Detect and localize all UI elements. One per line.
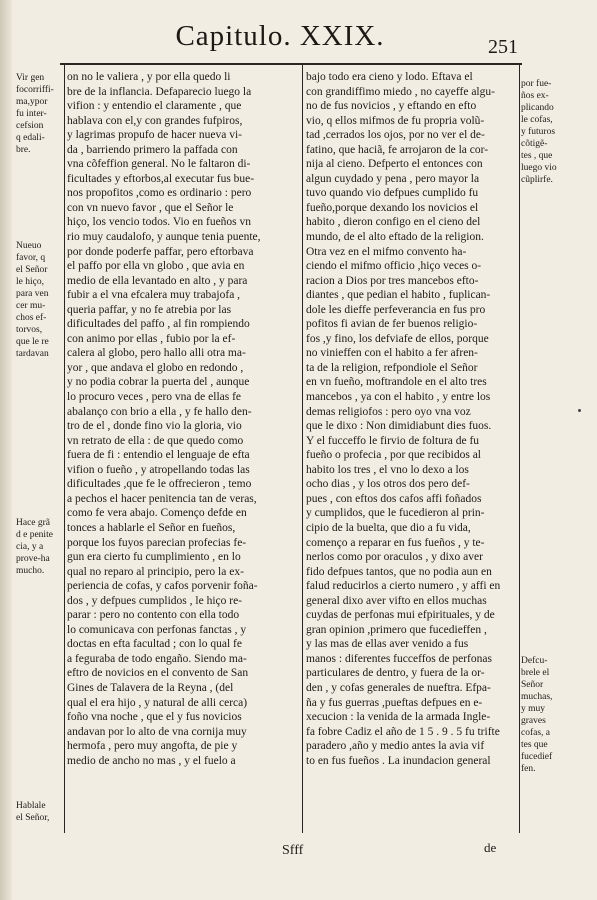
text-line: mundo, de el alto eftado de la religion. xyxy=(306,231,484,244)
text-line: hablava con el,y con grandes fufpiros, xyxy=(67,114,243,127)
text-line: tuvo quando vio defpues cumplido fu xyxy=(306,187,479,200)
margin-note-line: Defcu- xyxy=(521,656,548,666)
text-line: tad ,cerrados los ojos, por no ver el de- xyxy=(306,129,485,142)
margin-note-line: el Señor, xyxy=(16,813,50,823)
text-line: y cumplidos, que le fucedieron al prin- xyxy=(306,507,485,520)
text-line: fuera de fi : entendio el lenguaje de efta xyxy=(67,449,250,462)
margin-note-left-1 xyxy=(16,72,64,156)
text-line: pofitos fi avian de fer buenos religio- xyxy=(306,318,478,331)
text-line: rio muy caudalofo, y aunque tenia puente, xyxy=(67,231,261,244)
text-line: diantes , que pedian el habito , fuplican- xyxy=(306,289,491,302)
margin-note-left-4 xyxy=(16,800,64,824)
text-line: algun cuydado y pena , pero mayor la xyxy=(306,172,480,185)
text-line: no de fus novicios , y eftando en efto xyxy=(306,100,477,113)
text-line: dificultades del paffo , al fin rompiendo xyxy=(67,318,250,331)
text-line: bre de la inflancia. Defaparecio luego la xyxy=(67,85,252,98)
text-line: vifion o fueño , y atropellando todas las xyxy=(67,463,250,476)
text-line: Gines de Talavera de la Reyna , (del xyxy=(67,681,234,694)
text-line: dificultades ,que fe le offrecieron , temo xyxy=(67,478,252,491)
margin-note-line: prove-ha xyxy=(16,554,50,564)
margin-note-line: mucho. xyxy=(16,566,45,576)
margin-note-line: fen. xyxy=(521,764,536,774)
margin-note-line: ma,ypor xyxy=(16,97,48,107)
right-text-column xyxy=(306,70,516,768)
text-line: començo a reparar en fus fueños , y te- xyxy=(306,536,485,549)
text-line: on no le valiera , y por ella quedo li xyxy=(67,71,231,83)
margin-note-line: fu inter- xyxy=(16,109,47,119)
text-line: habito , dieron configo en el cieno del xyxy=(306,216,481,229)
left-text-column xyxy=(67,70,301,768)
text-line: y lagrimas propufo de hacer nueva vi- xyxy=(67,129,242,142)
margin-note-line: focorriffi- xyxy=(16,85,54,95)
text-line: y no podia cobrar la puerta del , aunque xyxy=(67,376,250,389)
text-line: yor , que andava el globo en redondo , xyxy=(67,361,244,374)
text-line: andavan por lo alto de vna cornija muy xyxy=(67,725,247,738)
margin-note-line: Hablale xyxy=(16,801,46,811)
text-line: dole les dieffe perfeverancia en fus pro xyxy=(306,303,486,316)
text-line: particulares de dentro, y fuera de la or- xyxy=(306,667,485,680)
margin-note-left-2 xyxy=(16,240,64,360)
text-line: parar : pero no contento con ella todo xyxy=(67,609,240,622)
text-line: ciendo el mifmo officio ,hiço veces o- xyxy=(306,260,482,273)
margin-note-line: Señor xyxy=(521,680,544,690)
text-line: den , y cofas generales de nueftra. Efpa- xyxy=(306,681,491,694)
text-line: vifion : y entendio el claramente , que xyxy=(67,100,242,113)
text-line: fueño o profecia , por que recibidos al xyxy=(306,449,481,462)
text-line: xecucion : la venida de la armada Ingle- xyxy=(306,711,491,724)
margin-note-line: brele el xyxy=(521,668,550,678)
text-line: no vinieffen con el habito a fer afren- xyxy=(306,347,478,360)
text-line: ña y fus guerras ,pueftas defpues en e- xyxy=(306,696,483,709)
text-line: da , barriendo primero la paffada con xyxy=(67,143,238,156)
margin-note-line: fucedief xyxy=(521,752,553,762)
margin-note-line: le cofas, xyxy=(521,115,553,125)
margin-note-right-2 xyxy=(521,655,573,775)
text-line: y las mas de ellas aver venido a fus xyxy=(306,638,469,651)
margin-note-line: d e penite xyxy=(16,530,53,540)
page-number: 251 xyxy=(488,36,518,58)
margin-note-line: Nueuo xyxy=(16,241,42,251)
text-line: periencia de cofas, y cafos porvenir foña- xyxy=(67,580,258,593)
signature-mark: Sfff xyxy=(282,843,304,858)
text-line: a feguraba de todo engaño. Siendo ma- xyxy=(67,652,247,665)
text-line: calera al globo, pero hallo alli otra ma- xyxy=(67,347,246,360)
text-line: vna cõfeffion general. No le faltaron di- xyxy=(67,158,251,171)
text-line: que le dixo : Non dimidiabunt dies fuos. xyxy=(306,420,492,433)
text-line: vn retrato de ella : de que quedo como xyxy=(67,434,244,447)
text-line: fido defpues tantos, que no podia aun en xyxy=(306,565,492,578)
text-line: por donde poderfe paffar, pero eftorbava xyxy=(67,245,254,258)
text-line: ta de la religion, refpondiole el Señor xyxy=(306,361,478,374)
margin-note-line: chos ef- xyxy=(16,313,47,323)
text-line: con grandiffimo miedo , no cayeffe algu- xyxy=(306,85,495,98)
text-line: fubir a el vna efcalera muy trabajofa , xyxy=(67,289,241,302)
text-line: tro de el , donde fino vio la gloria, vio xyxy=(67,420,242,433)
margin-note-line: ños ex- xyxy=(521,91,549,101)
text-line: manos : diferentes fucceffos de perfonas xyxy=(306,652,492,665)
text-line: cipio de la buelta, que dio a fu vida, xyxy=(306,521,471,534)
text-line: vio, q ellos mifmos de fu propria volũ- xyxy=(306,114,485,127)
text-line: fos ,y fino, los defviafe de ellos, porque xyxy=(306,332,489,345)
text-line: con vn nuevo favor , que el Señor le xyxy=(67,201,234,214)
text-line: eftro de novicios en el convento de San xyxy=(67,667,249,680)
text-line: fa fobre Cadiz el año de 1 5 . 9 . 5 fu trifte xyxy=(306,725,500,738)
chapter-title: Capitulo. XXIX. xyxy=(175,20,385,52)
left-margin-rule xyxy=(64,63,65,833)
margin-note-line: favor, q xyxy=(16,253,46,263)
margin-note-line: cefsion xyxy=(16,121,44,131)
text-line: gun era cierto fu cumplimiento , en lo xyxy=(67,551,241,564)
margin-note-line: plicando xyxy=(521,103,554,113)
margin-note-line: bre. xyxy=(16,145,31,155)
text-line: general dixo aver vifto en ellos muchas xyxy=(306,594,487,607)
margin-note-line: cũplirfe. xyxy=(521,175,553,185)
margin-note-line: cõtigẽ- xyxy=(521,139,548,149)
margin-note-line: cofas, a xyxy=(521,728,551,738)
margin-note-line: graves xyxy=(521,716,546,726)
text-line: qual el era hijo , y natural de alli cerca) xyxy=(67,696,248,709)
text-line: lo procuro veces , pero vna de ellas fe xyxy=(67,391,242,404)
margin-note-line: muchas, xyxy=(521,692,553,702)
text-line: Y el fucceffo le firvio de foltura de fu xyxy=(306,434,480,447)
right-margin-rule xyxy=(519,63,520,833)
margin-note-line: le hiço, xyxy=(16,277,44,287)
text-line: medio de ella levantado en alto , y para xyxy=(67,274,248,287)
text-line: Otra vez en el mifmo convento ha- xyxy=(306,245,467,258)
margin-note-right-1 xyxy=(521,78,573,186)
margin-note-line: tes que xyxy=(521,740,548,750)
text-line: habito los tres , el vno lo dexo a los xyxy=(306,463,469,476)
text-line: gran opinion ,primero que fucedieffen , xyxy=(306,623,487,636)
text-line: pues , con eftos dos cafos affi foñados xyxy=(306,492,482,505)
margin-note-line: cer mu- xyxy=(16,301,46,311)
text-line: demas religiofos : pero oyo vna voz xyxy=(306,405,471,418)
margin-note-line: Hace grã xyxy=(16,518,51,528)
page-edge-shadow xyxy=(0,0,12,900)
text-line: porque los fuyos parecian profecias fe- xyxy=(67,536,247,549)
text-line: en vn fueño, moftrandole en el alto tres xyxy=(306,376,487,389)
text-line: falud reducirlos a cierto numero , y affi en xyxy=(306,580,501,593)
margin-note-line: luego vio xyxy=(521,163,557,173)
text-line: nos propofitos ,como es ordinario : pero xyxy=(67,187,252,200)
text-line: dos , y defpues cumplidos , le hiço re- xyxy=(67,594,243,607)
text-line: cuydas de perfonas mui efpirituales, y de xyxy=(306,609,495,622)
text-line: bajo todo era cieno y lodo. Eftava el xyxy=(306,71,473,83)
text-line: racion a Dios por tres mancebos efto- xyxy=(306,274,479,287)
margin-note-line: el Señor xyxy=(16,265,48,275)
text-line: queria paffar, y no fe atrebia por las xyxy=(67,303,232,316)
text-line: nija al cieno. Defperto el entonces con xyxy=(306,158,483,171)
margin-note-line: y muy xyxy=(521,704,546,714)
text-line: paradero ,año y medio antes la avia vif xyxy=(306,740,485,753)
text-line: nerlos como por oraculos , y dixo aver xyxy=(306,551,483,564)
text-line: hermofa , pero muy angofta, de pie y xyxy=(67,740,238,753)
text-line: tonces a hablarle el Señor en fueños, xyxy=(67,521,236,534)
text-line: abalanço con brio a ella , y fe hallo den- xyxy=(67,405,252,418)
text-line: to en fus fueños . La inundacion general xyxy=(306,754,491,767)
margin-note-line: tes , que xyxy=(521,151,553,161)
text-line: a pechos el hacer penitencia tan de veras, xyxy=(67,492,257,505)
margin-note-line: tardavan xyxy=(16,349,49,359)
margin-note-line: y futuros xyxy=(521,127,556,137)
margin-note-line: que le re xyxy=(16,337,49,347)
text-line: mancebos , ya con el habito , y entre los xyxy=(306,391,491,404)
margin-note-line: para ven xyxy=(16,289,49,299)
center-column-rule xyxy=(302,63,303,833)
text-line: ficultades y eftorbos,al executar fus bue- xyxy=(67,172,255,185)
margin-note-line: Vir gen xyxy=(16,73,45,83)
margin-note-left-3 xyxy=(16,517,64,577)
text-line: con animo por ellas , fubio por la ef- xyxy=(67,332,236,345)
text-line: fueño,porque dexando los novicios el xyxy=(306,201,479,214)
text-line: fatino, que haciã, fe arrojaron de la cor- xyxy=(306,143,489,156)
margin-note-line: cia, y a xyxy=(16,542,44,552)
text-line: qual no reparo al principio, pero la ex- xyxy=(67,565,244,578)
header-rule xyxy=(60,63,522,65)
text-line: como fe vera abajo. Començo defde en xyxy=(67,507,247,520)
text-line: medio de ancho no mas , y el fuelo a xyxy=(67,754,236,767)
text-line: ocho dias , y los otros dos pero def- xyxy=(306,478,470,491)
margin-note-line: torvos, xyxy=(16,325,43,335)
catchword: de xyxy=(484,840,497,855)
ink-speck xyxy=(578,409,581,412)
text-line: hiço, los vencio todos. Vio en fueños vn xyxy=(67,216,252,229)
text-line: doctas en efta facultad ; con lo qual fe xyxy=(67,638,242,651)
margin-note-line: q edali- xyxy=(16,133,45,143)
text-line: lo comunicava con perfonas fanctas , y xyxy=(67,623,247,636)
text-line: el paffo por ella vn globo , que avia en xyxy=(67,260,245,273)
text-line: foño vna noche , que el y fus novicios xyxy=(67,711,242,724)
margin-note-line: por fue- xyxy=(521,79,552,89)
